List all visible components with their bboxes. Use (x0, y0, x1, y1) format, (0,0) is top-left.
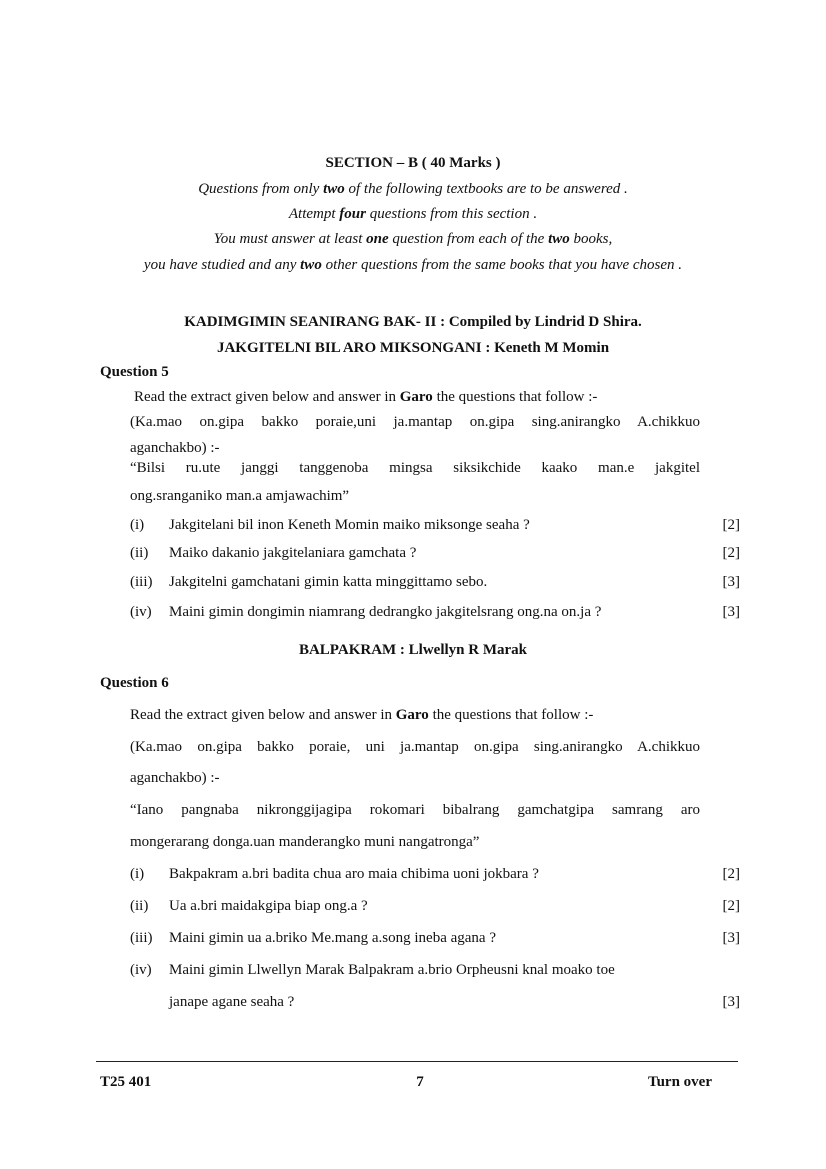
instruction-line-4: you have studied and any two other questions from the same books that you have chosen . (143, 257, 683, 273)
item-number: (iii) (130, 574, 153, 590)
item-text: Maini gimin dongimin niamrang dedrangko jakgitelsrang ong.na on.ja ? (169, 604, 602, 620)
instruction-line-1: Questions from only two of the following textbooks are to be answered . (198, 181, 628, 197)
item-text: Jakgitelani bil inon Keneth Momin maiko miksonge seaha ? (169, 517, 530, 533)
item-marks: [3] (722, 930, 740, 946)
item-number: (iv) (130, 962, 152, 978)
question-6-intro: Read the extract given below and answer in Garo the questions that follow :- (130, 707, 594, 723)
item-marks: [3] (722, 604, 740, 620)
book2-title: BALPAKRAM : Llwellyn R Marak (298, 642, 528, 658)
question-6-extract-line-2: mongerarang donga.uan manderangko muni nangatronga” (130, 834, 480, 850)
item-number: (ii) (130, 898, 149, 914)
item-text: Maini gimin Llwellyn Marak Balpakram a.brio Orpheusni knal moako toe (169, 962, 615, 978)
footer-divider (96, 1061, 738, 1062)
instruction-line-2: Attempt four questions from this section . (288, 206, 538, 222)
question-6-label: Question 6 (100, 675, 169, 691)
item-number: (iii) (130, 930, 153, 946)
book1-title-2: JAKGITELNI BIL ARO MIKSONGANI : Keneth M Momin (216, 340, 610, 356)
item-number: (i) (130, 866, 145, 882)
question-6-context-line-2: aganchakbo) :- (130, 770, 220, 786)
question-6-context-line-1: (Ka.mao on.gipa bakko poraie, uni ja.mantap on.gipa sing.anirangko A.chikkuo (130, 739, 700, 755)
page-number: 7 (416, 1074, 424, 1090)
instruction-line-3: You must answer at least one question from each of the two books, (213, 231, 613, 247)
item-marks: [2] (722, 898, 740, 914)
item-text: Maiko dakanio jakgitelaniara gamchata ? (169, 545, 417, 561)
turn-over-note: Turn over (647, 1074, 712, 1090)
item-text: Jakgitelni gamchatani gimin katta minggittamo sebo. (169, 574, 488, 590)
question-6-extract-line-1: “Iano pangnaba nikronggijagipa rokomari bibalrang gamchatgipa samrang aro (130, 802, 700, 818)
item-text-continued: janape agane seaha ? (169, 994, 295, 1010)
item-text: Bakpakram a.bri badita chua aro maia chibima uoni jokbara ? (169, 866, 539, 882)
question-5-extract-line-1: “Bilsi ru.ute janggi tanggenoba mingsa siksikchide kaako man.e jakgitel (130, 460, 700, 476)
section-heading: SECTION – B ( 40 Marks ) (325, 155, 501, 171)
paper-code: T25 401 (100, 1074, 152, 1090)
item-marks: [3] (722, 994, 740, 1010)
item-number: (ii) (130, 545, 149, 561)
item-marks: [2] (722, 866, 740, 882)
item-text: Maini gimin ua a.briko Me.mang a.song ineba agana ? (169, 930, 496, 946)
question-5-intro: Read the extract given below and answer in Garo the questions that follow :- (134, 389, 598, 405)
question-5-context-line-1: (Ka.mao on.gipa bakko poraie,uni ja.mantap on.gipa sing.anirangko A.chikkuo (130, 414, 700, 430)
item-number: (i) (130, 517, 145, 533)
item-marks: [3] (722, 574, 740, 590)
item-number: (iv) (130, 604, 152, 620)
item-marks: [2] (722, 517, 740, 533)
item-text: Ua a.bri maidakgipa biap ong.a ? (169, 898, 368, 914)
question-5-context-line-2: aganchakbo) :- (130, 440, 220, 456)
question-5-extract-line-2: ong.sranganiko man.a amjawachim” (130, 488, 350, 504)
book1-title-1: KADIMGIMIN SEANIRANG BAK- II : Compiled by Lindrid D Shira. (184, 314, 642, 330)
item-marks: [2] (722, 545, 740, 561)
question-5-label: Question 5 (100, 364, 169, 380)
